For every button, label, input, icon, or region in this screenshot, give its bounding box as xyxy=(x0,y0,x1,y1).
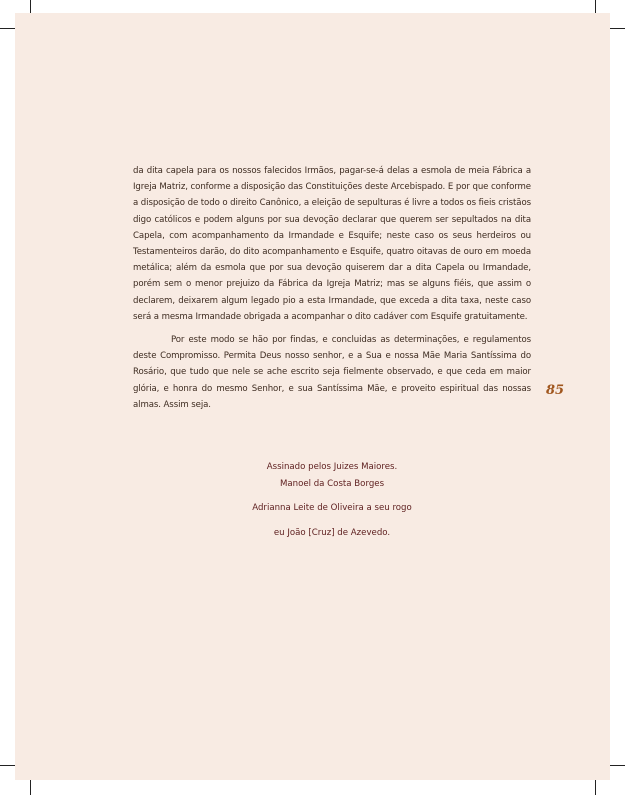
paragraph-1: da dita capela para os nossos falecidos Irmãos, pagar-se-á delas a esmola de meia Fábrica a Igreja Matriz, conforme a disposição das Constituições deste Arcebispado. E por que conforme a disposição de todo o direito Canônico, a eleição de sepulturas é livre a todos os fieis cristãos digo católicos e podem alguns por sua devoção declarar que querem ser sepultados na dita Capela, com acompanhamento da Irmandade e Esquife; neste caso os seus herdeiros ou Testamenteiros darão, do dito acompanhamento e Esquife, quatro oitavas de ouro em moeda metálica; além da esmola que por sua devoção quiserem dar a dita Capela ou Irmandade, porém sem o menor prejuizo da Fábrica da Igreja Matriz; mas se alguns fiéis, que assim o declarem, deixarem algum legado pio a esta Irmandade, que exceda a dita taxa, neste caso será a mesma Irmandade obrigada a acompanhar o dito cadáver com Esquife gratuitamente. xyxy=(133,166,531,322)
signature-line-3: Adrianna Leite de Oliveira a seu rogo xyxy=(252,503,412,513)
page-number: 85 xyxy=(546,383,565,398)
signature-line-2: Manoel da Costa Borges xyxy=(279,479,385,489)
body-text xyxy=(133,163,531,413)
crop-mark-top-left-horizontal xyxy=(0,28,15,29)
paragraph-2: Por este modo se hão por findas, e concluidas as determinações, e regulamentos deste Compromisso. Permita Deus nosso senhor, e a Sua e nossa Mãe Maria Santíssima do Rosário, que tudo que nele se ache escrito seja fielmente observado, e que ceda em maior glória, e honra do mesmo Senhor, e sua Santíssima Mãe, e proveito espiritual das nossas almas. Assim seja. xyxy=(133,335,531,410)
crop-mark-top-left-vertical xyxy=(30,0,31,13)
crop-mark-bottom-right-vertical xyxy=(595,780,596,795)
signature-line-4: eu João [Cruz] de Azevedo. xyxy=(273,528,391,538)
crop-mark-top-right-vertical xyxy=(595,0,596,13)
crop-mark-bottom-left-horizontal xyxy=(0,765,15,766)
crop-mark-top-right-horizontal xyxy=(610,28,625,29)
crop-mark-bottom-right-horizontal xyxy=(610,765,625,766)
crop-mark-bottom-left-vertical xyxy=(30,780,31,795)
signature-line-1: Assinado pelos Juizes Maiores. xyxy=(266,462,398,472)
